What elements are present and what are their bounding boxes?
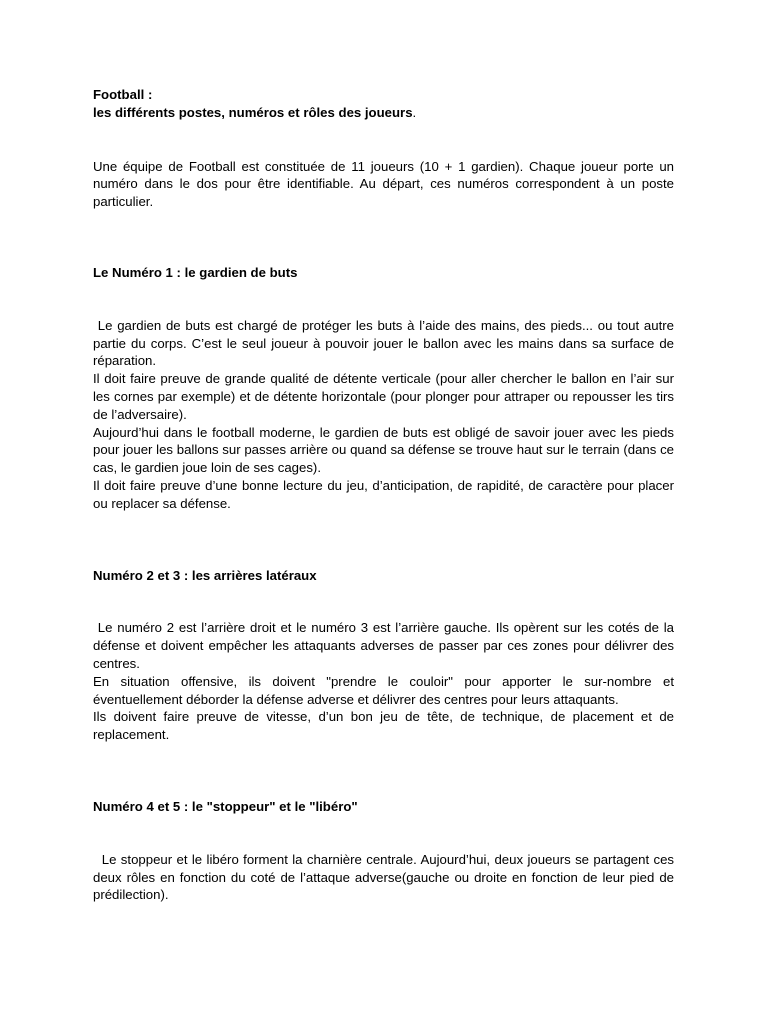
title-period: .	[412, 104, 417, 120]
document-title	[93, 86, 674, 122]
paragraph: Le stoppeur et le libéro forment la charnière centrale. Aujourd’hui, deux joueurs se partagent ces deux rôles en fonction du coté de l’attaque adverse(gauche ou droite en fonction de leur pied de prédilection).	[93, 851, 678, 903]
section-body-goalkeeper	[93, 317, 678, 513]
paragraph: Il doit faire preuve d’une bonne lecture du jeu, d’anticipation, de rapidité, de caractère pour placer ou replacer sa défense.	[93, 477, 674, 511]
section-body-fullbacks	[93, 619, 678, 744]
section-heading-fullbacks: Numéro 2 et 3 : les arrières latéraux	[93, 567, 317, 583]
title-line-2	[93, 104, 674, 122]
paragraph: En situation offensive, ils doivent "prendre le couloir" pour apporter le sur-nombre et éventuellement déborder la défense adverse et délivrer des centres pour leurs attaquants.	[93, 673, 674, 707]
section-heading-goalkeeper: Le Numéro 1 : le gardien de buts	[93, 264, 298, 280]
title-line-1: Football :	[93, 87, 153, 102]
paragraph: Le gardien de buts est chargé de protéger les buts à l’aide des mains, des pieds... ou tout autre partie du corps. C’est le seul joueur à pouvoir jouer le ballon avec les mains dans sa surface de réparation.	[93, 317, 678, 369]
section-body-centerbacks	[93, 851, 678, 904]
document-content	[93, 86, 678, 904]
title-line-2-text: les différents postes, numéros et rôles des joueurs	[93, 104, 413, 120]
paragraph: Le numéro 2 est l’arrière droit et le numéro 3 est l’arrière gauche. Ils opèrent sur les cotés de la défense et doivent empêcher les attaquants adverses de passer par ces zones pour délivrer des centres.	[93, 620, 678, 671]
paragraph: Aujourd’hui dans le football moderne, le gardien de buts est obligé de savoir jouer avec les pieds pour jouer les ballons sur passes arrière ou quand sa défense se trouve haut sur le terrain (dans ce cas, le gardien joue loin de ses cages).	[93, 424, 674, 476]
paragraph: Ils doivent faire preuve de vitesse, d’un bon jeu de tête, de technique, de placement et de replacement.	[93, 709, 674, 743]
section-heading-centerbacks: Numéro 4 et 5 : le "stoppeur" et le "libéro"	[93, 798, 358, 814]
paragraph: Il doit faire preuve de grande qualité de détente verticale (pour aller chercher le ballon en l’air sur les cornes par exemple) et de détente horizontale (pour plonger pour attraper ou repousser les tirs de l’adversaire).	[93, 371, 674, 422]
intro-paragraph: Une équipe de Football est constituée de 11 joueurs (10 + 1 gardien). Chaque joueur porte un numéro dans le dos pour être identifiable. Au départ, ces numéros correspondent à un poste particulier.	[93, 158, 674, 210]
